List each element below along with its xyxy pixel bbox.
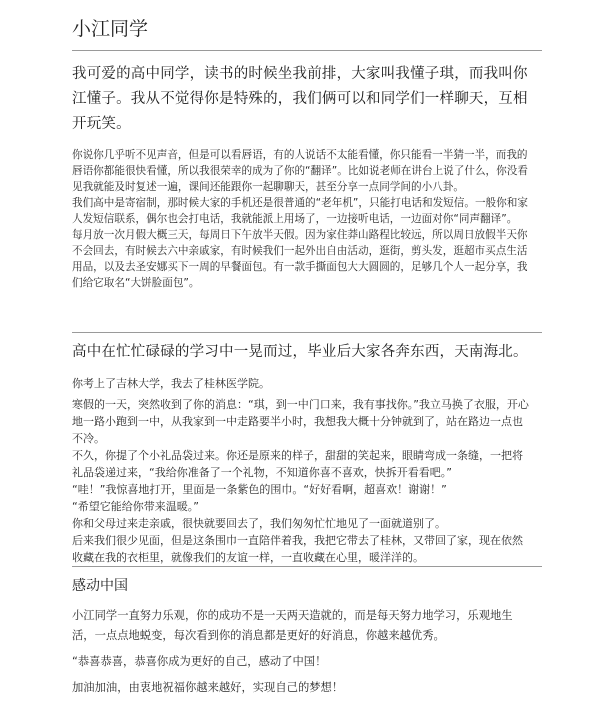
section-3-heading: 感动中国 (72, 578, 128, 594)
section-2 (72, 340, 530, 566)
section-3-paragraph: 加油加油，由衷地祝福你越来越好，实现自己的梦想！ (72, 681, 344, 694)
section-3-paragraph: 小江同学一直努力乐观，你的成功不是一天两天造就的，而是每天努力地学习，乐观地生活，一点点地蜕变，每次看到你的消息都是更好的好消息，你越来越优秀。 (72, 609, 513, 642)
divider (72, 332, 542, 333)
page-title: 小江同学 (72, 18, 149, 40)
section-2-heading: 高中在忙忙碌碌的学习中一晃而过，毕业后大家各奔东西，天南海北。 (72, 344, 528, 360)
divider (72, 566, 542, 567)
section-2-paragraph: “希望它能给你带来温暖。” (72, 500, 199, 513)
section-2-paragraph: 后来我们很少见面，但是这条围巾一直陪伴着我，我把它带去了桂林，又带回了家，现在依然收藏在我的衣柜里，就像我们的友谊一样，一直收藏在心里，暖洋洋的。 (72, 534, 523, 564)
section-2-paragraph: 寒假的一天，突然收到了你的消息：“琪，到一中门口来，我有事找你。”我立马换了衣服，开心地一路小跑到一中，从我家到一中走路要半小时，我想我大概十分钟就到了，站在路边一点也不冷。 (72, 398, 529, 445)
section-1 (72, 62, 530, 291)
divider (72, 50, 542, 51)
section-1-paragraph: 每月放一次月假大概三天，每周日下午放半天假。因为家住莽山路程比较远，所以周日放假半天你不会回去，有时候去六中亲戚家，有时候我们一起外出自由活动，逛街，剪头发，逛超市买点生活用品，以及去圣安娜买下一周的早餐面包。有一款手撕面包大大圆圆的，足够几个人一起分享，我们给它取名“大饼脸面包”。 (72, 229, 528, 289)
section-2-paragraph: 你和父母过来走亲戚，很快就要回去了，我们匆匆忙忙地见了一面就道别了。 (72, 517, 446, 530)
section-3 (72, 576, 530, 698)
section-1-heading: 我可爱的高中同学，读书的时候坐我前排，大家叫我懂子琪，而我叫你江懂子。我从不觉得你是特殊的，我们俩可以和同学们一样聊天，互相开玩笑。 (72, 66, 528, 132)
section-2-paragraph: 你考上了吉林大学，我去了桂林医学院。 (72, 377, 270, 390)
section-2-paragraph: “哇！”我惊喜地打开，里面是一条紫色的围巾。“好好看啊，超喜欢！谢谢！” (72, 483, 447, 496)
section-3-paragraph: “恭喜恭喜，恭喜你成为更好的自己，感动了中国！ (72, 655, 327, 668)
section-1-paragraph: 你说你几乎听不见声音，但是可以看唇语，有的人说话不太能看懂，你只能看一半猜一半，而我的唇语你都能很快看懂，所以我很荣幸的成为了你的“翻译”。比如说老师在讲台上说了什么，你没看见我就能及时复述一遍，课间还能跟你一起聊聊天，甚至分享一点同学间的小八卦。 (72, 149, 528, 193)
section-1-paragraph: 我们高中是寄宿制，那时候大家的手机还是很普通的“老年机”，只能打电话和发短信。一般你和家人发短信联系，偶尔也会打电话，我就能派上用场了，一边接听电话，一边面对你“同声翻译”。 (72, 197, 528, 225)
section-2-paragraph: 不久，你提了个小礼品袋过来。你还是原来的样子，甜甜的笑起来，眼睛弯成一条缝，一把将礼品袋递过来，“我给你准备了一个礼物，不知道你喜不喜欢，快拆开看看吧。” (72, 449, 523, 479)
